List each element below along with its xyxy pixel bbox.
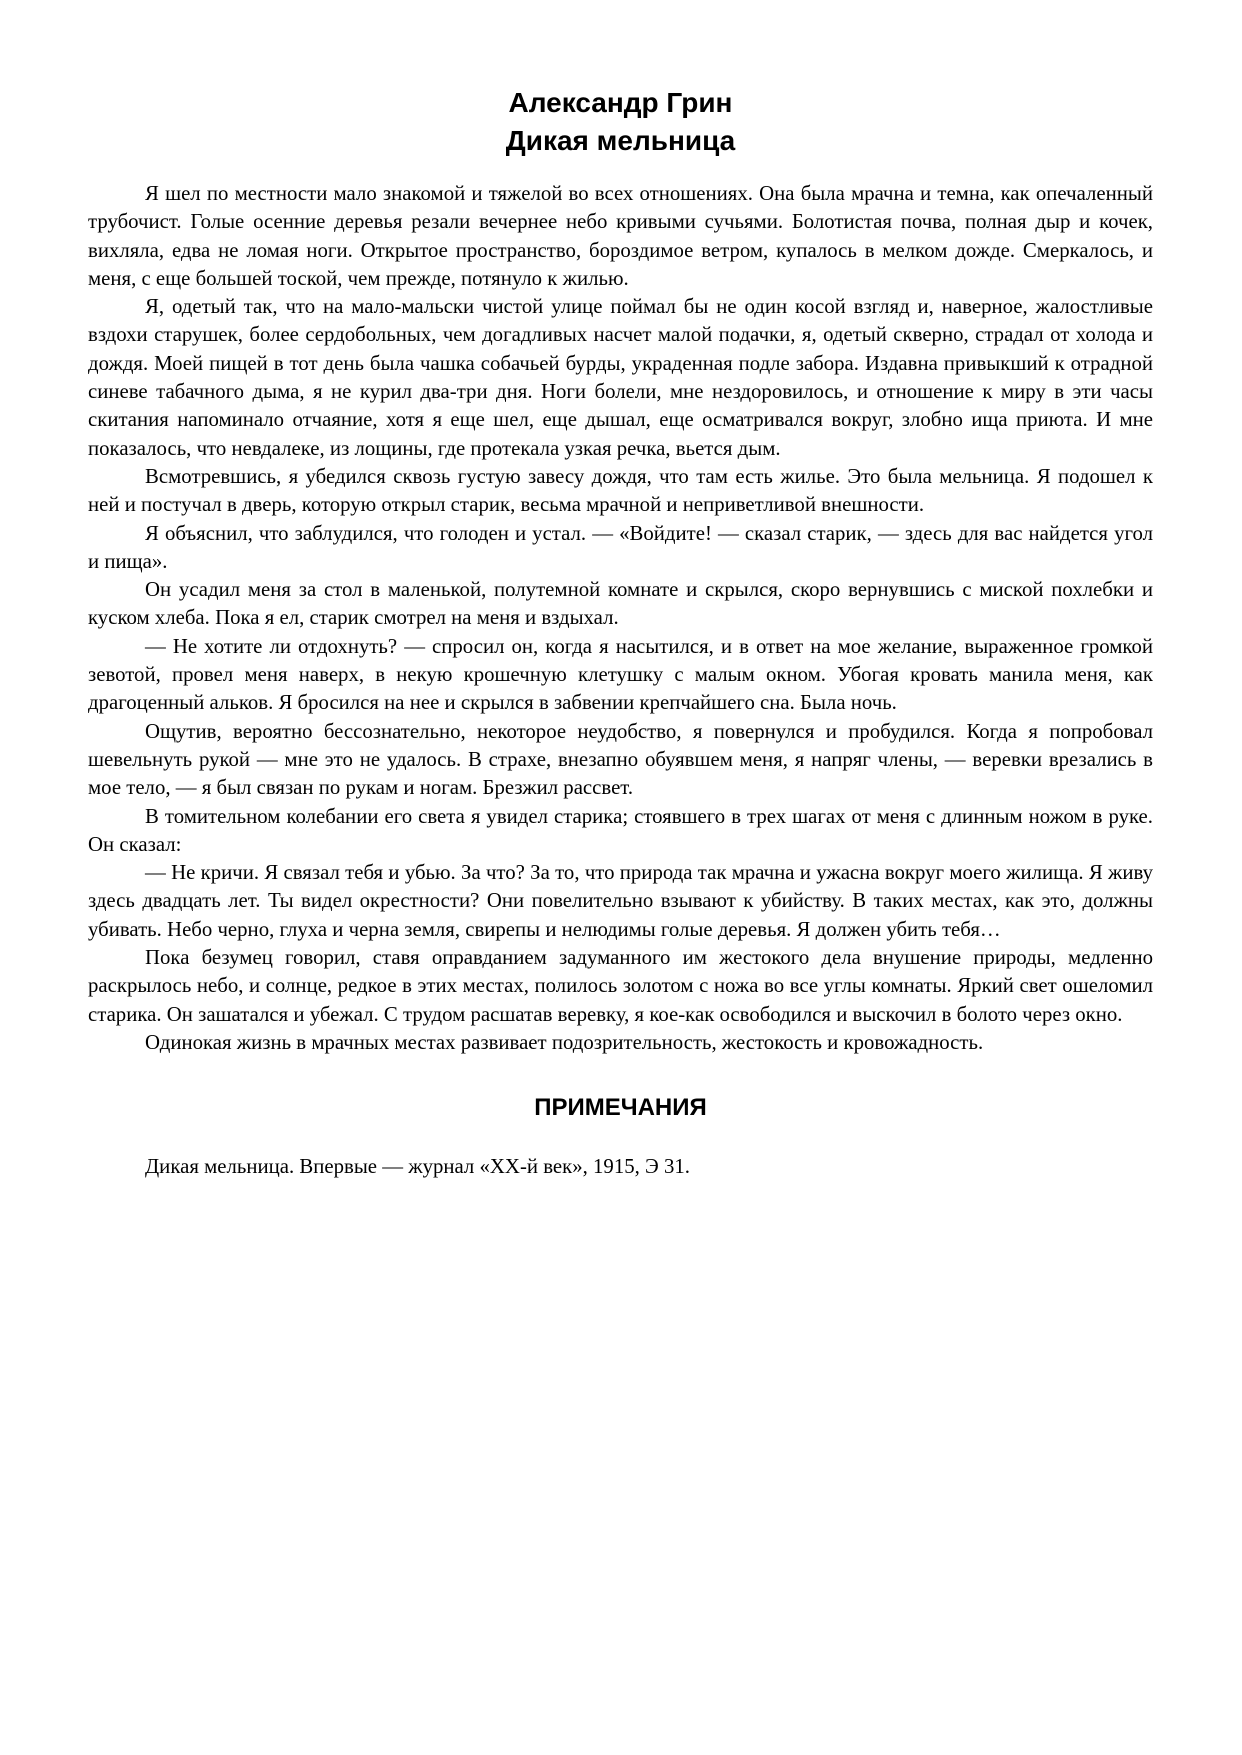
story-body xyxy=(88,180,1153,1057)
story-paragraph: В томительном колебании его света я увидел старика; стоявшего в трех шагах от меня с длинным ножом в руке. Он сказал: xyxy=(88,804,1153,856)
story-paragraph: Я объяснил, что заблудился, что голоден и устал. — «Войдите! — сказал старик, — здесь для вас найдется угол и пища». xyxy=(88,521,1153,573)
document-page xyxy=(88,84,1153,1182)
story-paragraph: Он усадил меня за стол в маленькой, полутемной комнате и скрылся, скоро вернувшись с миской похлебки и куском хлеба. Пока я ел, старик смотрел на меня и вздыхал. xyxy=(88,578,1153,630)
story-paragraph: Ощутив, вероятно бессознательно, некоторое неудобство, я повернулся и пробудился. Когда я попробовал шевельнуть рукой — мне это не удалось. В страхе, внезапно обуявшем меня, я напряг члены, — веревки врезались в мое тело, — я был связан по рукам и ногам. Брезжил рассвет. xyxy=(88,719,1153,800)
story-title: Дикая мельница xyxy=(505,125,736,156)
notes-section xyxy=(88,1153,1153,1181)
story-paragraph: Пока безумец говорил, ставя оправданием задуманного им жестокого дела внушение природы, медленно раскрылось небо, и солнце, редкое в этих местах, полилось золотом с ножа во все углы комнаты. Яркий свет ошеломил старика. Он зашатался и убежал. С трудом расшатав веревку, я кое-как освободился и выскочил в болото через окно. xyxy=(88,946,1153,1026)
note-text: Дикая мельница. Впервые — журнал «XX-й век», 1915, Э 31. xyxy=(145,1155,690,1179)
author-name: Александр Грин xyxy=(508,87,733,118)
story-paragraph: Я, одетый так, что на мало-мальски чистой улице поймал бы не один косой взгляд и, наверное, жалостливые вздохи старушек, более сердобольных, чем догадливых насчет малой подачки, я, одетый скверно, страдал от холода и дождя. Моей пищей в тот день была чашка собачьей бурды, украденная подле забора. Издавна привыкший к отрадной синеве табачного дыма, я не курил два-три дня. Ноги болели, мне нездоровилось, и отношение к миру в эти часы скитания напоминало отчаяние, хотя я еще шел, еще дышал, еще осматривался вокруг, злобно ища приюта. И мне показалось, что невдалеке, из лощины, где протекала узкая речка, вьется дым. xyxy=(88,295,1153,460)
story-paragraph: Одинокая жизнь в мрачных местах развивает подозрительность, жестокость и кровожадность. xyxy=(145,1030,984,1054)
notes-heading: ПРИМЕЧАНИЯ xyxy=(534,1094,707,1122)
story-paragraph: Я шел по местности мало знакомой и тяжелой во всех отношениях. Она была мрачна и темна, как опечаленный трубочист. Голые осенние деревья резали вечернее небо кривыми сучьями. Болотистая почва, полная дыр и кочек, вихляла, едва не ломая ноги. Открытое пространство, бороздимое ветром, купалось в мелком дожде. Смеркалось, и меня, с еще большей тоской, чем прежде, потянуло к жилью. xyxy=(88,182,1153,290)
story-paragraph: — Не кричи. Я связал тебя и убью. За что? За то, что природа так мрачна и ужасна вокруг моего жилища. Я живу здесь двадцать лет. Ты видел окрестности? Они повелительно взывают к убийству. В таких местах, как это, должны убивать. Небо черно, глуха и черна земля, свирепы и нелюдимы голые деревья. Я должен убить тебя… xyxy=(88,861,1153,941)
story-paragraph: Всмотревшись, я убедился сквозь густую завесу дождя, что там есть жилье. Это была мельница. Я подошел к ней и постучал в дверь, которую открыл старик, весьма мрачной и неприветливой внешности. xyxy=(88,464,1153,517)
story-paragraph: — Не хотите ли отдохнуть? — спросил он, когда я насытился, и в ответ на мое желание, выраженное громкой зевотой, провел меня наверх, в некую крошечную клетушку с малым окном. Убогая кровать манила меня, как драгоценный альков. Я бросился на нее и скрылся в забвении крепчайшего сна. Была ночь. xyxy=(88,634,1153,715)
